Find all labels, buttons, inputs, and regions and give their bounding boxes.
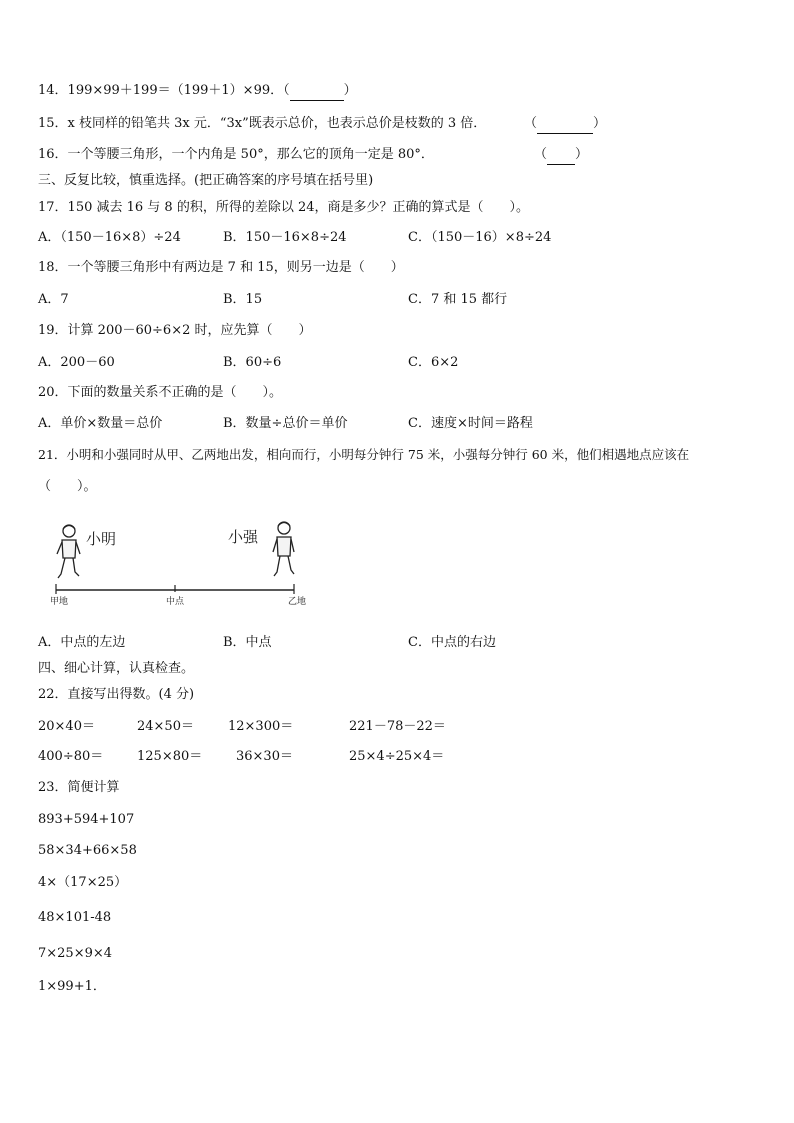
option-c[interactable]: C．中点的右边 xyxy=(408,635,496,650)
option-c[interactable]: C．速度×时间＝路程 xyxy=(408,416,533,431)
question-21-text: 21．小明和小强同时从甲、乙两地出发，相向而行，小明每分钟行 75 米，小强每分钟行 60 米，他们相遇地点应该在 xyxy=(38,447,690,462)
calc-item: 400÷80＝ xyxy=(38,749,104,764)
question-21-text-continued: （ ）。 xyxy=(38,479,97,494)
question-15-open: （ xyxy=(524,116,538,131)
question-15 xyxy=(38,115,486,133)
simplify-item: 4×（17×25） xyxy=(38,875,128,890)
question-16 xyxy=(38,146,434,164)
question-17-options xyxy=(38,229,738,247)
question-16-bracket xyxy=(534,146,588,165)
simplify-item: 48×101-48 xyxy=(38,910,112,925)
option-b[interactable]: B．150－16×8÷24 xyxy=(223,230,347,245)
option-a[interactable]: A．200－60 xyxy=(38,355,115,370)
section-4-heading: 四、细心计算，认真检查。 xyxy=(38,661,195,676)
question-16-close: ） xyxy=(575,147,589,162)
simplify-item: 1×99+1． xyxy=(38,979,106,994)
question-17-text: 17．150 减去 16 与 8 的积，所得的差除以 24，商是多少？正确的算式是（ ）。 xyxy=(38,200,530,215)
question-21-options xyxy=(38,634,738,652)
label-xiaoqiang: 小强 xyxy=(228,528,259,546)
left-person-icon xyxy=(57,525,80,578)
question-18-options xyxy=(38,291,738,309)
calc-item: 25×4÷25×4＝ xyxy=(349,749,445,764)
option-c[interactable]: C．6×2 xyxy=(408,355,459,370)
question-23-text: 23．简便计算 xyxy=(38,780,120,795)
question-15-bracket xyxy=(524,115,606,134)
question-22-text: 22．直接写出得数。(4 分) xyxy=(38,687,195,702)
option-a[interactable]: A．单价×数量＝总价 xyxy=(38,416,163,431)
option-c[interactable]: C．7 和 15 都行 xyxy=(408,292,508,307)
right-person-icon xyxy=(273,522,294,576)
question-15-text: 15．x 枝同样的铅笔共 3x 元．“3x”既表示总价，也表示总价是枝数的 3 倍． xyxy=(38,116,487,131)
calc-item: 36×30＝ xyxy=(236,749,293,764)
simplify-item: 7×25×9×4 xyxy=(38,946,113,961)
question-20-text: 20．下面的数量关系不正确的是（ ）。 xyxy=(38,385,283,400)
option-a[interactable]: A．7 xyxy=(38,292,69,307)
calc-item: 125×80＝ xyxy=(137,749,203,764)
calc-item: 12×300＝ xyxy=(228,719,294,734)
meeting-diagram xyxy=(48,512,318,612)
option-a[interactable]: A．（150－16×8）÷24 xyxy=(38,230,181,245)
question-20-options xyxy=(38,415,738,433)
option-b[interactable]: B．数量÷总价＝单价 xyxy=(223,416,348,431)
question-14-text: 14．199×99＋199＝（199＋1）×99．（ xyxy=(38,83,290,98)
calc-item: 20×40＝ xyxy=(38,719,95,734)
simplify-item: 58×34+66×58 xyxy=(38,843,137,858)
option-b[interactable]: B．中点 xyxy=(223,635,272,650)
option-b[interactable]: B．60÷6 xyxy=(223,355,282,370)
label-start-point: 甲地 xyxy=(50,597,69,607)
answer-blank-16[interactable] xyxy=(547,146,575,165)
question-14-close: ） xyxy=(343,83,357,98)
calc-item: 24×50＝ xyxy=(137,719,194,734)
question-19-text: 19．计算 200－60÷6×2 时，应先算（ ） xyxy=(38,323,312,338)
meeting-diagram-svg xyxy=(48,512,318,612)
question-15-close: ） xyxy=(593,116,607,131)
calc-item: 221－78－22＝ xyxy=(349,719,446,734)
option-c[interactable]: C．（150－16）×8÷24 xyxy=(408,230,552,245)
answer-blank-15[interactable] xyxy=(537,115,593,134)
section-3-heading: 三、反复比较，慎重选择。(把正确答案的序号填在括号里) xyxy=(38,173,374,188)
question-18-text: 18．一个等腰三角形中有两边是 7 和 15，则另一边是（ ） xyxy=(38,260,404,275)
option-b[interactable]: B．15 xyxy=(223,292,263,307)
answer-blank-14[interactable] xyxy=(290,82,344,101)
question-16-text: 16．一个等腰三角形，一个内角是 50°，那么它的顶角一定是 80°． xyxy=(38,147,434,162)
label-xiaoming: 小明 xyxy=(86,530,117,548)
simplify-item: 893+594+107 xyxy=(38,812,135,827)
question-19-options xyxy=(38,354,738,372)
label-midpoint: 中点 xyxy=(166,597,185,607)
question-16-open: （ xyxy=(534,147,548,162)
label-end-point: 乙地 xyxy=(288,597,307,607)
option-a[interactable]: A．中点的左边 xyxy=(38,635,126,650)
question-14 xyxy=(38,82,357,101)
